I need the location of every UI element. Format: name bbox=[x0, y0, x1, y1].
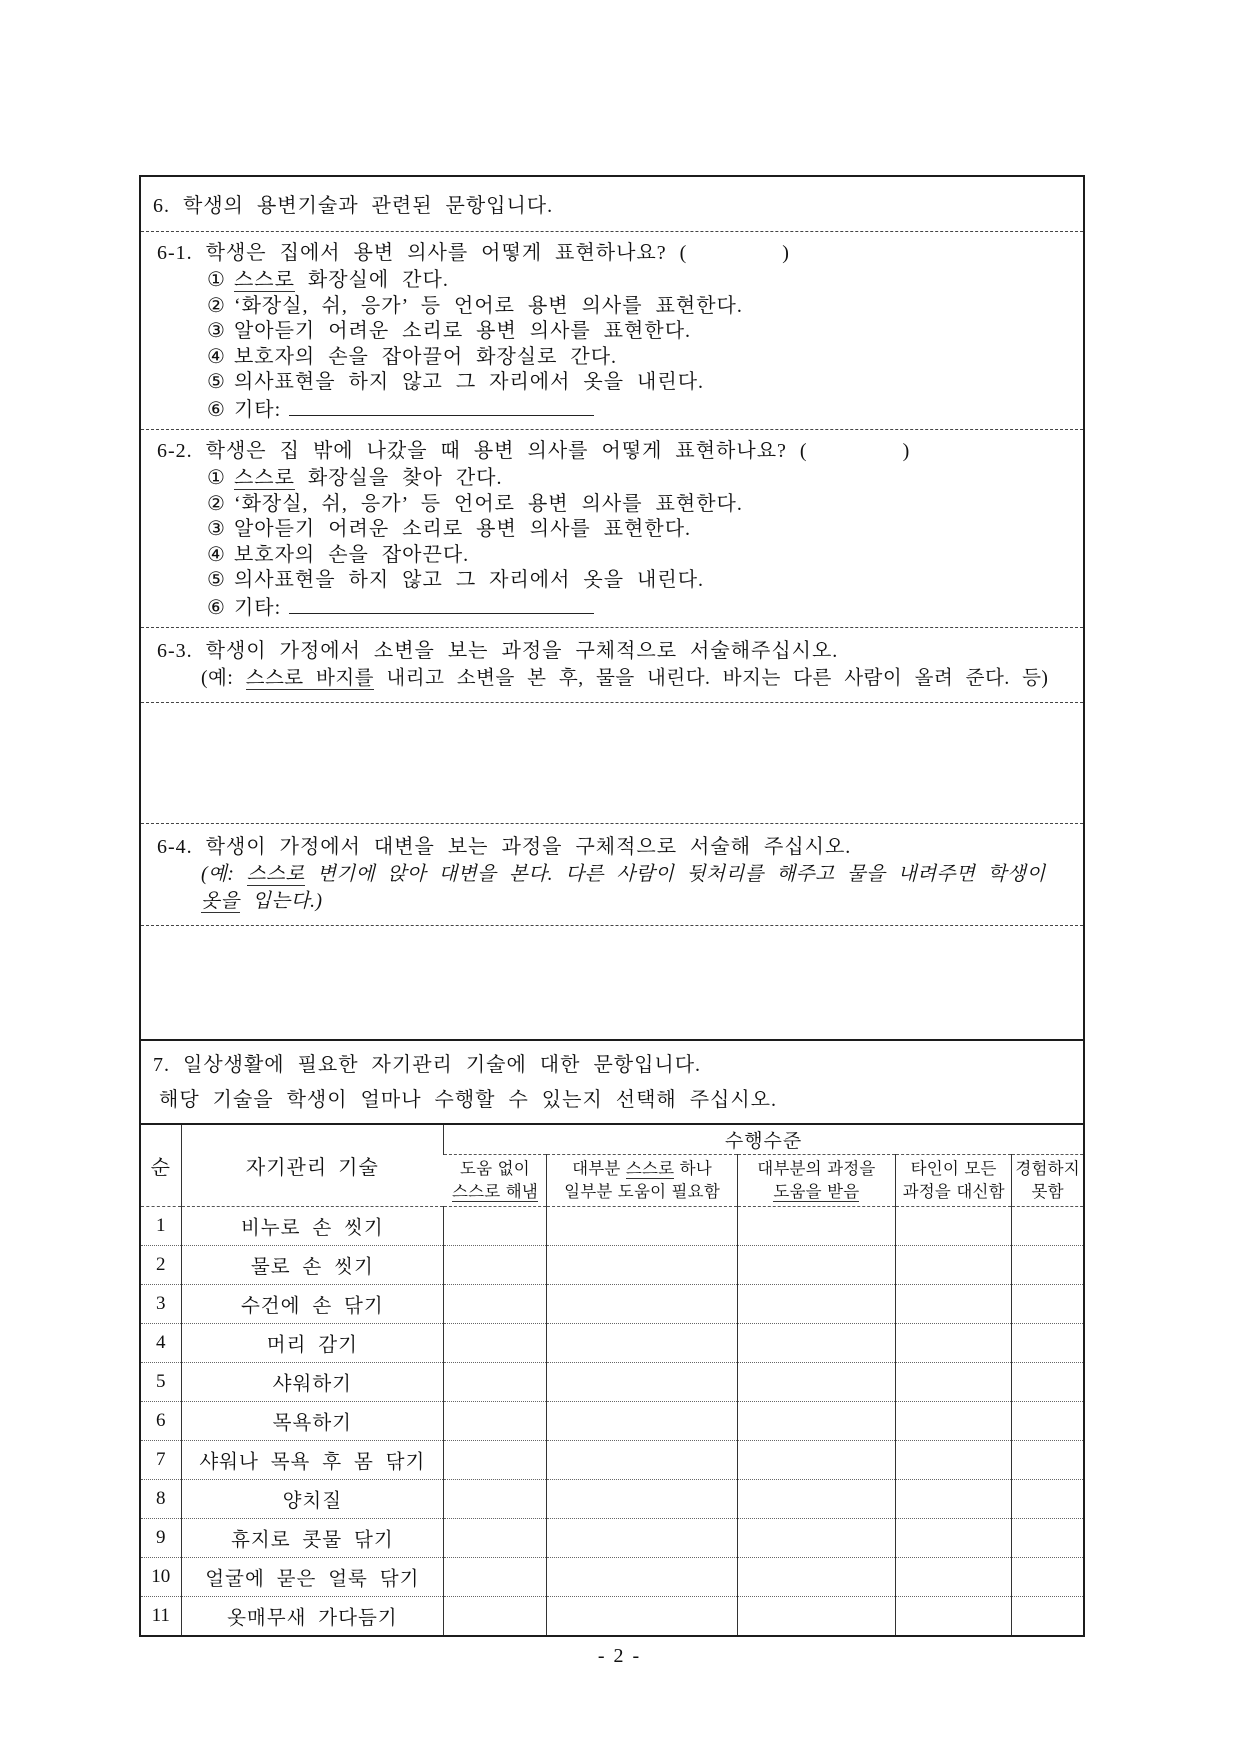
question-6-3 bbox=[141, 628, 1083, 703]
underlined-text: 스스로 bbox=[246, 864, 305, 885]
text-run: 보호자의 손을 잡아끈다. bbox=[233, 543, 470, 566]
question-6-1 bbox=[141, 232, 1083, 430]
skill-name: 비누로 손 씻기 bbox=[181, 1206, 444, 1245]
level-header-5 bbox=[1012, 1154, 1083, 1206]
level-cell-r2-c1[interactable] bbox=[444, 1245, 547, 1284]
level-header-line bbox=[547, 1180, 736, 1203]
option-6-2-1[interactable] bbox=[207, 466, 1073, 492]
level-cell-r7-c2[interactable] bbox=[547, 1440, 737, 1479]
row-number: 6 bbox=[141, 1401, 181, 1440]
row-number: 1 bbox=[141, 1206, 181, 1245]
option-marker: ② bbox=[207, 294, 226, 317]
text-run: 입는다.) bbox=[239, 891, 323, 912]
level-cell-r11-c1[interactable] bbox=[444, 1596, 547, 1635]
row-number: 5 bbox=[141, 1362, 181, 1401]
text-run: 기타: bbox=[233, 398, 282, 421]
skill-name: 얼굴에 묻은 얼룩 닦기 bbox=[181, 1557, 444, 1596]
level-header-line bbox=[444, 1180, 547, 1203]
table-row-9 bbox=[141, 1518, 1083, 1557]
underlined-text: 옷을 bbox=[201, 891, 240, 912]
option-marker: ① bbox=[207, 467, 226, 489]
row-number: 4 bbox=[141, 1323, 181, 1362]
text-run: 과정을 대신함 bbox=[902, 1182, 1005, 1201]
level-cell-r5-c5[interactable] bbox=[1012, 1362, 1083, 1401]
option-6-1-3[interactable] bbox=[207, 319, 1073, 345]
level-cell-r9-c5[interactable] bbox=[1012, 1518, 1083, 1557]
level-cell-r5-c3[interactable] bbox=[737, 1362, 895, 1401]
text-run: 의사표현을 하지 않고 그 자리에서 옷을 내린다. bbox=[233, 569, 705, 591]
level-cell-r8-c1[interactable] bbox=[444, 1479, 547, 1518]
section7-instruction: 해당 기술을 학생이 얼마나 수행할 수 있는지 선택해 주십시오. bbox=[159, 1089, 777, 1111]
level-cell-r11-c5[interactable] bbox=[1012, 1596, 1083, 1635]
underlined-text: 도움을 받음 bbox=[773, 1182, 860, 1201]
column-header-no: 순 bbox=[141, 1124, 181, 1206]
example-line-6-4 bbox=[201, 861, 1073, 915]
level-cell-r4-c3[interactable] bbox=[737, 1323, 895, 1362]
level-cell-r9-c1[interactable] bbox=[444, 1518, 547, 1557]
level-cell-r4-c4[interactable] bbox=[896, 1323, 1012, 1362]
text-run: (예: bbox=[201, 864, 247, 885]
level-cell-r3-c4[interactable] bbox=[896, 1284, 1012, 1323]
level-cell-r10-c2[interactable] bbox=[547, 1557, 737, 1596]
underlined-text: 스스로 bbox=[625, 1159, 675, 1178]
level-cell-r2-c5[interactable] bbox=[1012, 1245, 1083, 1284]
question-6-2-text: 6-2. 학생은 집 밖에 나갔을 때 용변 의사를 어떻게 표현하나요? bbox=[157, 440, 787, 462]
level-header-2 bbox=[547, 1154, 737, 1206]
table-row-4 bbox=[141, 1323, 1083, 1362]
option-marker: ⑥ bbox=[207, 596, 226, 619]
question-6-1-prompt bbox=[157, 239, 1073, 267]
level-cell-r8-c4[interactable] bbox=[896, 1479, 1012, 1518]
table-header-row-1 bbox=[141, 1124, 1083, 1154]
table-row-7 bbox=[141, 1440, 1083, 1479]
level-cell-r5-c4[interactable] bbox=[896, 1362, 1012, 1401]
row-number: 2 bbox=[141, 1245, 181, 1284]
level-cell-r5-c2[interactable] bbox=[547, 1362, 737, 1401]
level-cell-r9-c2[interactable] bbox=[547, 1518, 737, 1557]
level-cell-r7-c3[interactable] bbox=[737, 1440, 895, 1479]
option-6-2-2[interactable] bbox=[207, 492, 1073, 518]
row-number: 3 bbox=[141, 1284, 181, 1323]
skill-name: 목욕하기 bbox=[181, 1401, 444, 1440]
text-run: 보호자의 손을 잡아끌어 화장실로 간다. bbox=[233, 345, 618, 368]
level-cell-r6-c3[interactable] bbox=[737, 1401, 895, 1440]
question-6-4-text: 6-4. 학생이 가정에서 대변을 보는 과정을 구체적으로 서술해 주십시오. bbox=[157, 836, 852, 858]
level-header-1 bbox=[444, 1154, 547, 1206]
option-6-1-2[interactable] bbox=[207, 294, 1073, 320]
essay-answer-area-6-4[interactable] bbox=[141, 926, 1083, 1039]
level-cell-r6-c5[interactable] bbox=[1012, 1401, 1083, 1440]
option-marker: ④ bbox=[207, 345, 226, 368]
essay-answer-area-6-3[interactable] bbox=[141, 703, 1083, 824]
level-cell-r11-c4[interactable] bbox=[896, 1596, 1012, 1635]
text-run: 기타: bbox=[233, 596, 282, 619]
level-cell-r1-c4[interactable] bbox=[896, 1206, 1012, 1245]
option-6-2-6[interactable] bbox=[207, 594, 1073, 622]
level-cell-r4-c1[interactable] bbox=[444, 1323, 547, 1362]
column-header-performance-level: 수행수준 bbox=[444, 1124, 1083, 1154]
level-cell-r11-c2[interactable] bbox=[547, 1596, 737, 1635]
level-header-line bbox=[1012, 1157, 1083, 1180]
level-cell-r1-c1[interactable] bbox=[444, 1206, 547, 1245]
level-header-line bbox=[547, 1157, 736, 1180]
example-line-6-3 bbox=[201, 665, 1073, 692]
option-marker: ④ bbox=[207, 543, 226, 566]
skills-table bbox=[141, 1123, 1083, 1635]
table-row-5 bbox=[141, 1362, 1083, 1401]
underlined-text: 스스로 bbox=[233, 467, 295, 489]
other-input-blank[interactable] bbox=[289, 594, 594, 614]
skill-name: 수건에 손 닦기 bbox=[181, 1284, 444, 1323]
option-6-2-4[interactable] bbox=[207, 543, 1073, 569]
row-number: 10 bbox=[141, 1557, 181, 1596]
level-cell-r10-c3[interactable] bbox=[737, 1557, 895, 1596]
option-marker: ③ bbox=[207, 320, 226, 342]
answer-box-6-2[interactable]: ( ) bbox=[799, 440, 910, 462]
underlined-text: 스스로 bbox=[233, 269, 295, 291]
level-cell-r1-c3[interactable] bbox=[737, 1206, 895, 1245]
table-row-1 bbox=[141, 1206, 1083, 1245]
page-number: - 2 - bbox=[597, 1645, 642, 1667]
table-row-8 bbox=[141, 1479, 1083, 1518]
questionnaire-box bbox=[139, 175, 1085, 1637]
option-marker: ⑤ bbox=[207, 569, 226, 591]
level-cell-r5-c1[interactable] bbox=[444, 1362, 547, 1401]
level-cell-r3-c1[interactable] bbox=[444, 1284, 547, 1323]
option-6-1-1[interactable] bbox=[207, 268, 1073, 294]
level-header-line bbox=[738, 1157, 895, 1180]
level-cell-r11-c3[interactable] bbox=[737, 1596, 895, 1635]
level-cell-r7-c5[interactable] bbox=[1012, 1440, 1083, 1479]
option-6-1-6[interactable] bbox=[207, 396, 1073, 424]
text-run: ‘화장실, 쉬, 응가’ 등 언어로 용변 의사를 표현한다. bbox=[233, 294, 743, 317]
skill-name: 샤워하기 bbox=[181, 1362, 444, 1401]
table-row-2 bbox=[141, 1245, 1083, 1284]
level-cell-r4-c5[interactable] bbox=[1012, 1323, 1083, 1362]
options-list-6-1 bbox=[207, 268, 1073, 423]
level-cell-r1-c5[interactable] bbox=[1012, 1206, 1083, 1245]
level-cell-r3-c2[interactable] bbox=[547, 1284, 737, 1323]
question-6-2 bbox=[141, 430, 1083, 628]
option-marker: ③ bbox=[207, 518, 226, 540]
option-marker: ① bbox=[207, 269, 226, 291]
text-run: 하나 bbox=[674, 1159, 712, 1178]
row-number: 11 bbox=[151, 1604, 170, 1626]
option-marker: ⑥ bbox=[207, 398, 226, 421]
option-6-2-3[interactable] bbox=[207, 517, 1073, 543]
column-header-skill: 자기관리 기술 bbox=[181, 1124, 444, 1206]
level-cell-r6-c1[interactable] bbox=[444, 1401, 547, 1440]
options-list-6-2 bbox=[207, 466, 1073, 621]
table-row-3 bbox=[141, 1284, 1083, 1323]
option-6-1-4[interactable] bbox=[207, 345, 1073, 371]
option-marker: ② bbox=[207, 492, 226, 515]
text-run: 알아듣기 어려운 소리로 용변 의사를 표현한다. bbox=[233, 320, 692, 342]
text-run: 못함 bbox=[1031, 1182, 1064, 1201]
level-header-line bbox=[738, 1180, 895, 1203]
row-number: 8 bbox=[141, 1479, 181, 1518]
other-input-blank[interactable] bbox=[289, 396, 594, 416]
level-cell-r1-c2[interactable] bbox=[547, 1206, 737, 1245]
table-row-11 bbox=[141, 1596, 1083, 1635]
skill-name: 양치질 bbox=[181, 1479, 444, 1518]
text-run: 화장실을 찾아 간다. bbox=[294, 467, 503, 489]
text-run: 경험하지 bbox=[1015, 1159, 1080, 1178]
text-run: 대부분의 과정을 bbox=[757, 1159, 876, 1178]
question-6-4 bbox=[141, 824, 1083, 926]
level-header-line bbox=[896, 1180, 1011, 1203]
underlined-text: 스스로 바지를 bbox=[245, 668, 375, 689]
level-header-line bbox=[1012, 1180, 1083, 1203]
level-header-line bbox=[896, 1157, 1011, 1180]
level-cell-r6-c2[interactable] bbox=[547, 1401, 737, 1440]
section7-header bbox=[141, 1039, 1083, 1123]
question-6-3-text: 6-3. 학생이 가정에서 소변을 보는 과정을 구체적으로 서술해주십시오. bbox=[157, 640, 839, 662]
level-cell-r10-c5[interactable] bbox=[1012, 1557, 1083, 1596]
level-header-4 bbox=[896, 1154, 1012, 1206]
level-header-line bbox=[444, 1157, 547, 1180]
level-cell-r2-c2[interactable] bbox=[547, 1245, 737, 1284]
section6-title: 6. 학생의 용변기술과 관련된 문항입니다. bbox=[141, 177, 1083, 232]
level-cell-r3-c5[interactable] bbox=[1012, 1284, 1083, 1323]
text-run: 변기에 앉아 대변을 본다. 다른 사람이 뒷처리를 해주고 물을 내려주면 학생이 bbox=[304, 864, 1046, 885]
level-cell-r9-c3[interactable] bbox=[737, 1518, 895, 1557]
level-cell-r8-c5[interactable] bbox=[1012, 1479, 1083, 1518]
table-row-6 bbox=[141, 1401, 1083, 1440]
table-row-10 bbox=[141, 1557, 1083, 1596]
question-6-1-text: 6-1. 학생은 집에서 용변 의사를 어떻게 표현하나요? bbox=[157, 242, 667, 264]
text-run: 알아듣기 어려운 소리로 용변 의사를 표현한다. bbox=[233, 518, 692, 540]
level-cell-r7-c1[interactable] bbox=[444, 1440, 547, 1479]
option-6-1-5[interactable] bbox=[207, 370, 1073, 396]
text-run: ‘화장실, 쉬, 응가’ 등 언어로 용변 의사를 표현한다. bbox=[233, 492, 743, 515]
level-cell-r10-c4[interactable] bbox=[896, 1557, 1012, 1596]
text-run: 도움 없이 bbox=[460, 1159, 530, 1178]
level-cell-r10-c1[interactable] bbox=[444, 1557, 547, 1596]
text-run: 의사표현을 하지 않고 그 자리에서 옷을 내린다. bbox=[233, 371, 705, 393]
text-run: 일부분 도움이 필요함 bbox=[564, 1182, 720, 1201]
underlined-text: 스스로 해냄 bbox=[451, 1182, 538, 1201]
text-run: 내리고 소변을 본 후, 물을 내린다. 바지는 다른 사람이 올려 준다. 등) bbox=[374, 668, 1049, 689]
level-cell-r2-c4[interactable] bbox=[896, 1245, 1012, 1284]
option-marker: ⑤ bbox=[207, 371, 226, 393]
option-6-2-5[interactable] bbox=[207, 568, 1073, 594]
skill-name: 물로 손 씻기 bbox=[181, 1245, 444, 1284]
row-number: 9 bbox=[141, 1518, 181, 1557]
text-run: 타인이 모든 bbox=[910, 1159, 997, 1178]
text-run: 화장실에 간다. bbox=[294, 269, 449, 291]
skills-table-body bbox=[141, 1206, 1083, 1635]
skill-name: 휴지로 콧물 닦기 bbox=[181, 1518, 444, 1557]
level-cell-r7-c4[interactable] bbox=[896, 1440, 1012, 1479]
level-header-3 bbox=[737, 1154, 895, 1206]
text-run: (예: bbox=[201, 668, 246, 689]
level-cell-r8-c3[interactable] bbox=[737, 1479, 895, 1518]
level-cell-r3-c3[interactable] bbox=[737, 1284, 895, 1323]
level-cell-r8-c2[interactable] bbox=[547, 1479, 737, 1518]
skill-name: 머리 감기 bbox=[181, 1323, 444, 1362]
level-cell-r6-c4[interactable] bbox=[896, 1401, 1012, 1440]
level-cell-r4-c2[interactable] bbox=[547, 1323, 737, 1362]
section7-title: 7. 일상생활에 필요한 자기관리 기술에 대한 문항입니다. bbox=[153, 1054, 702, 1076]
row-number: 7 bbox=[141, 1440, 181, 1479]
level-cell-r9-c4[interactable] bbox=[896, 1518, 1012, 1557]
text-run: 대부분 bbox=[572, 1159, 626, 1178]
question-6-2-prompt bbox=[157, 437, 1073, 465]
skill-name: 옷매무새 가다듬기 bbox=[181, 1596, 444, 1635]
skill-name: 샤워나 목욕 후 몸 닦기 bbox=[181, 1440, 444, 1479]
level-cell-r2-c3[interactable] bbox=[737, 1245, 895, 1284]
answer-box-6-1[interactable]: ( ) bbox=[679, 242, 789, 264]
